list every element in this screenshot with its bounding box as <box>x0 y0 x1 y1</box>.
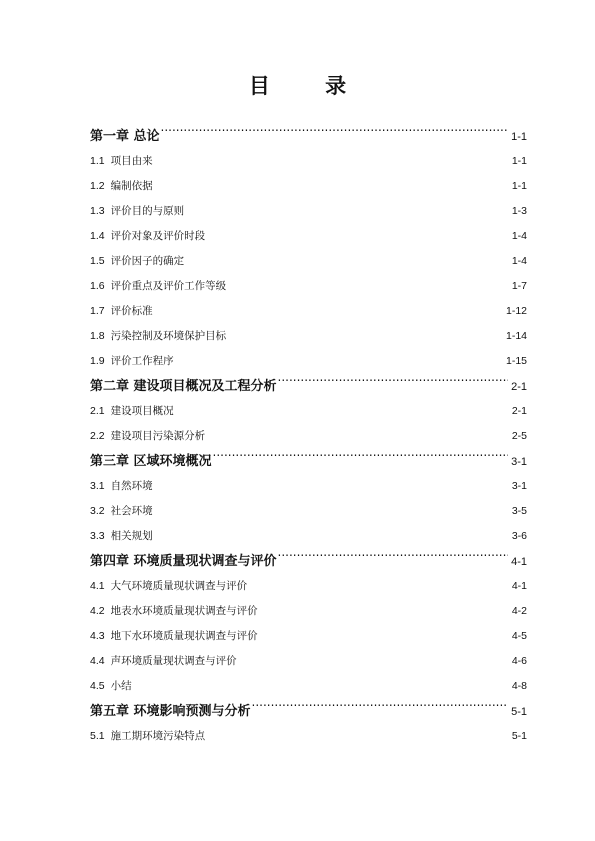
table-of-contents <box>90 124 527 749</box>
toc-page-number: 4-1 <box>511 580 527 592</box>
toc-section-entry[interactable] <box>90 574 527 599</box>
page-title: 目 录 <box>248 74 371 98</box>
toc-entry-number: 1.4 <box>90 230 105 242</box>
toc-section-entry[interactable] <box>90 149 527 174</box>
toc-entry-title: 第五章 环境影响预测与分析 <box>90 704 251 719</box>
toc-entry-title: 第二章 建设项目概况及工程分析 <box>90 379 277 394</box>
dot-leader <box>154 504 511 515</box>
toc-section-entry[interactable] <box>90 199 527 224</box>
toc-section-entry[interactable] <box>90 424 527 449</box>
toc-section-entry[interactable] <box>90 224 527 249</box>
toc-page-number: 2-5 <box>511 430 527 442</box>
toc-section-entry[interactable] <box>90 499 527 524</box>
toc-section-entry[interactable] <box>90 349 527 374</box>
dot-leader <box>259 604 511 615</box>
toc-page-number: 4-5 <box>511 630 527 642</box>
toc-entry-number: 4.4 <box>90 655 105 667</box>
toc-section-entry[interactable] <box>90 249 527 274</box>
toc-section-entry[interactable] <box>90 274 527 299</box>
toc-page-number: 1-12 <box>505 305 527 317</box>
dot-leader <box>248 579 511 590</box>
toc-page-number: 1-1 <box>511 155 527 167</box>
dot-leader <box>133 679 511 690</box>
toc-chapter-entry[interactable] <box>90 374 527 399</box>
toc-entry-number: 1.5 <box>90 255 105 267</box>
toc-page-number: 1-15 <box>505 355 527 367</box>
toc-section-entry[interactable] <box>90 674 527 699</box>
toc-section-entry[interactable] <box>90 174 527 199</box>
toc-entry-title: 编制依据 <box>110 180 153 192</box>
toc-entry-number: 3.1 <box>90 480 105 492</box>
dot-leader <box>206 729 511 740</box>
toc-entry-title: 施工期环境污染特点 <box>110 730 206 742</box>
toc-section-entry[interactable] <box>90 524 527 549</box>
dot-leader <box>252 702 509 715</box>
toc-entry-number: 4.1 <box>90 580 105 592</box>
toc-entry-number: 1.6 <box>90 280 105 292</box>
toc-section-entry[interactable] <box>90 299 527 324</box>
dot-leader <box>238 654 511 665</box>
toc-section-entry[interactable] <box>90 649 527 674</box>
toc-entry-number: 4.5 <box>90 680 105 692</box>
toc-entry-number: 1.9 <box>90 355 105 367</box>
dot-leader <box>154 154 511 165</box>
dot-leader <box>154 304 505 315</box>
dot-leader <box>227 329 505 340</box>
dot-leader <box>213 452 509 465</box>
toc-entry-title: 污染控制及环境保护目标 <box>110 330 227 342</box>
toc-entry-number: 2.1 <box>90 405 105 417</box>
toc-entry-title: 声环境质量现状调查与评价 <box>110 655 237 667</box>
toc-entry-title: 评价因子的确定 <box>110 255 185 267</box>
toc-chapter-entry[interactable] <box>90 449 527 474</box>
toc-page-number: 1-7 <box>511 280 527 292</box>
dot-leader <box>206 429 511 440</box>
toc-page-number: 5-1 <box>511 706 527 718</box>
toc-entry-title: 第四章 环境质量现状调查与评价 <box>90 554 277 569</box>
toc-entry-title: 评价工作程序 <box>110 355 174 367</box>
toc-entry-title: 评价重点及评价工作等级 <box>110 280 227 292</box>
toc-entry-number: 1.7 <box>90 305 105 317</box>
dot-leader <box>259 629 511 640</box>
toc-entry-number: 1.8 <box>90 330 105 342</box>
dot-leader <box>185 254 511 265</box>
dot-leader <box>154 479 511 490</box>
toc-page-number: 1-4 <box>511 230 527 242</box>
dot-leader <box>175 404 511 415</box>
toc-section-entry[interactable] <box>90 324 527 349</box>
toc-entry-number: 5.1 <box>90 730 105 742</box>
dot-leader <box>154 179 511 190</box>
toc-page-number: 3-5 <box>511 505 527 517</box>
toc-entry-number: 1.1 <box>90 155 105 167</box>
toc-page-number: 2-1 <box>511 381 527 393</box>
toc-section-entry[interactable] <box>90 624 527 649</box>
dot-leader <box>278 552 509 565</box>
toc-page-number: 1-1 <box>511 131 527 143</box>
toc-entry-title: 建设项目污染源分析 <box>110 430 206 442</box>
toc-page-number: 4-1 <box>511 556 527 568</box>
dot-leader <box>161 127 509 140</box>
toc-page-number: 3-6 <box>511 530 527 542</box>
toc-section-entry[interactable] <box>90 724 527 749</box>
dot-leader <box>175 354 505 365</box>
toc-page-number: 1-14 <box>505 330 527 342</box>
toc-entry-title: 相关规划 <box>110 530 153 542</box>
toc-entry-number: 1.2 <box>90 180 105 192</box>
toc-page-number: 3-1 <box>511 456 527 468</box>
toc-chapter-entry[interactable] <box>90 549 527 574</box>
dot-leader <box>154 529 511 540</box>
toc-page-number: 3-1 <box>511 480 527 492</box>
toc-entry-title: 项目由来 <box>110 155 153 167</box>
toc-chapter-entry[interactable] <box>90 699 527 724</box>
toc-entry-title: 小结 <box>110 680 132 692</box>
dot-leader <box>278 377 509 390</box>
toc-entry-number: 3.3 <box>90 530 105 542</box>
toc-page-number: 1-3 <box>511 205 527 217</box>
toc-section-entry[interactable] <box>90 474 527 499</box>
dot-leader <box>185 204 511 215</box>
toc-page-number: 4-2 <box>511 605 527 617</box>
toc-entry-title: 地表水环境质量现状调查与评价 <box>110 605 258 617</box>
toc-entry-title: 评价对象及评价时段 <box>110 230 206 242</box>
toc-entry-number: 2.2 <box>90 430 105 442</box>
toc-entry-title: 评价标准 <box>110 305 153 317</box>
toc-entry-number: 4.2 <box>90 605 105 617</box>
toc-entry-number: 1.3 <box>90 205 105 217</box>
toc-page-number: 1-1 <box>511 180 527 192</box>
toc-entry-title: 社会环境 <box>110 505 153 517</box>
toc-entry-title: 地下水环境质量现状调查与评价 <box>110 630 258 642</box>
toc-section-entry[interactable] <box>90 599 527 624</box>
toc-entry-number: 4.3 <box>90 630 105 642</box>
toc-entry-number: 3.2 <box>90 505 105 517</box>
toc-page-number: 4-8 <box>511 680 527 692</box>
dot-leader <box>206 229 511 240</box>
toc-entry-title: 第一章 总论 <box>90 129 160 144</box>
toc-entry-title: 自然环境 <box>110 480 153 492</box>
toc-entry-title: 第三章 区域环境概况 <box>90 454 212 469</box>
toc-page-number: 4-6 <box>511 655 527 667</box>
toc-chapter-entry[interactable] <box>90 124 527 149</box>
dot-leader <box>227 279 511 290</box>
toc-page-number: 1-4 <box>511 255 527 267</box>
toc-section-entry[interactable] <box>90 399 527 424</box>
toc-entry-title: 评价目的与原则 <box>110 205 185 217</box>
toc-entry-title: 建设项目概况 <box>110 405 174 417</box>
toc-page-number: 2-1 <box>511 405 527 417</box>
toc-entry-title: 大气环境质量现状调查与评价 <box>110 580 248 592</box>
toc-page-number: 5-1 <box>511 730 527 742</box>
